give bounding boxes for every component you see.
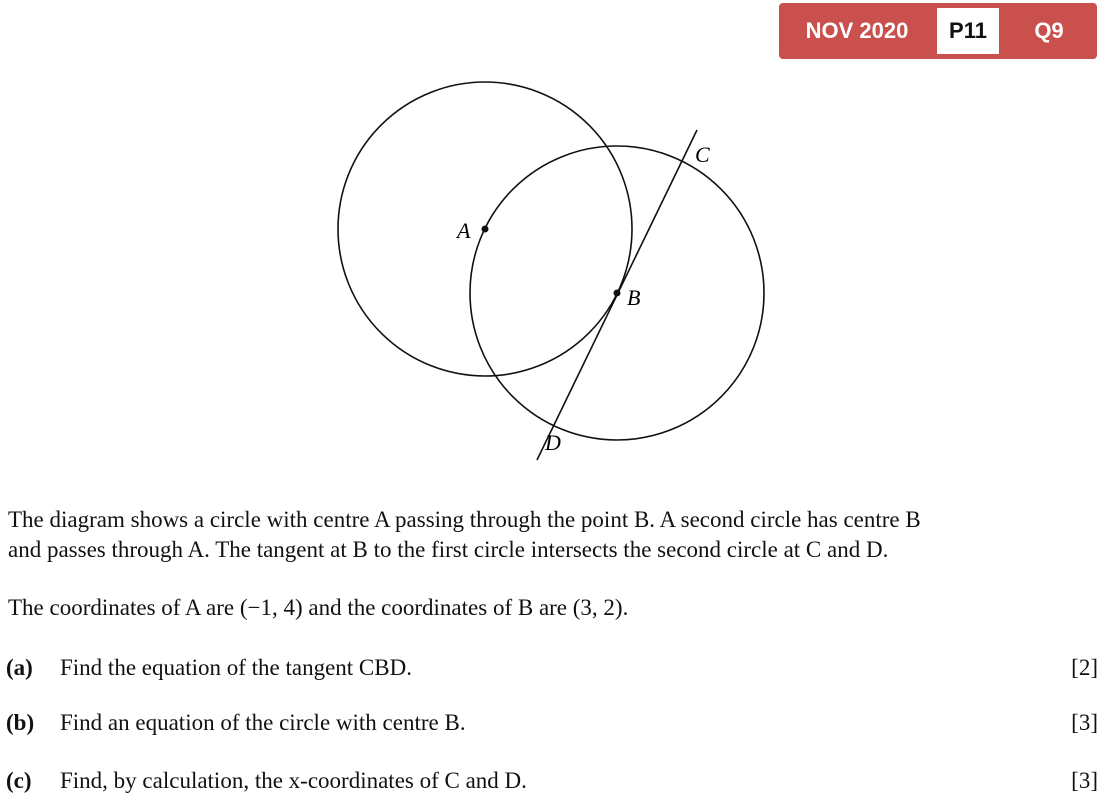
question-part-b [6,708,1098,738]
part-text: Find, by calculation, the x-coordinates of C and D. [60,768,527,793]
part-label: (b) [6,710,35,735]
intro-line-1: The diagram shows a circle with centre A passing through the point B. A second circle has centre B [8,507,921,532]
point-a-label: A [457,218,471,243]
part-text: Find an equation of the circle with centre B. [60,710,466,735]
part-label: (c) [6,768,32,793]
part-label: (a) [6,655,33,680]
part-marks: [2] [1071,655,1098,680]
point-b-dot [614,290,621,297]
point-a-dot [482,226,489,233]
part-text: Find the equation of the tangent CBD. [60,655,412,680]
paper-number-label: P11 [937,8,999,54]
question-part-a [6,653,1098,683]
question-part-c [6,766,1098,796]
exam-session-label: NOV 2020 [805,18,909,43]
part-marks: [3] [1071,710,1098,735]
intro-line-2: and passes through A. The tangent at B to the first circle intersects the second circle at C and D. [8,537,889,562]
point-c-label: C [695,142,710,167]
point-b-label: B [627,285,641,310]
coordinates-statement: The coordinates of A are (−1, 4) and the coordinates of B are (3, 2). [8,595,629,620]
question-number-label: Q9 [1034,18,1064,43]
part-marks: [3] [1071,768,1098,793]
point-d-label: D [545,430,561,455]
